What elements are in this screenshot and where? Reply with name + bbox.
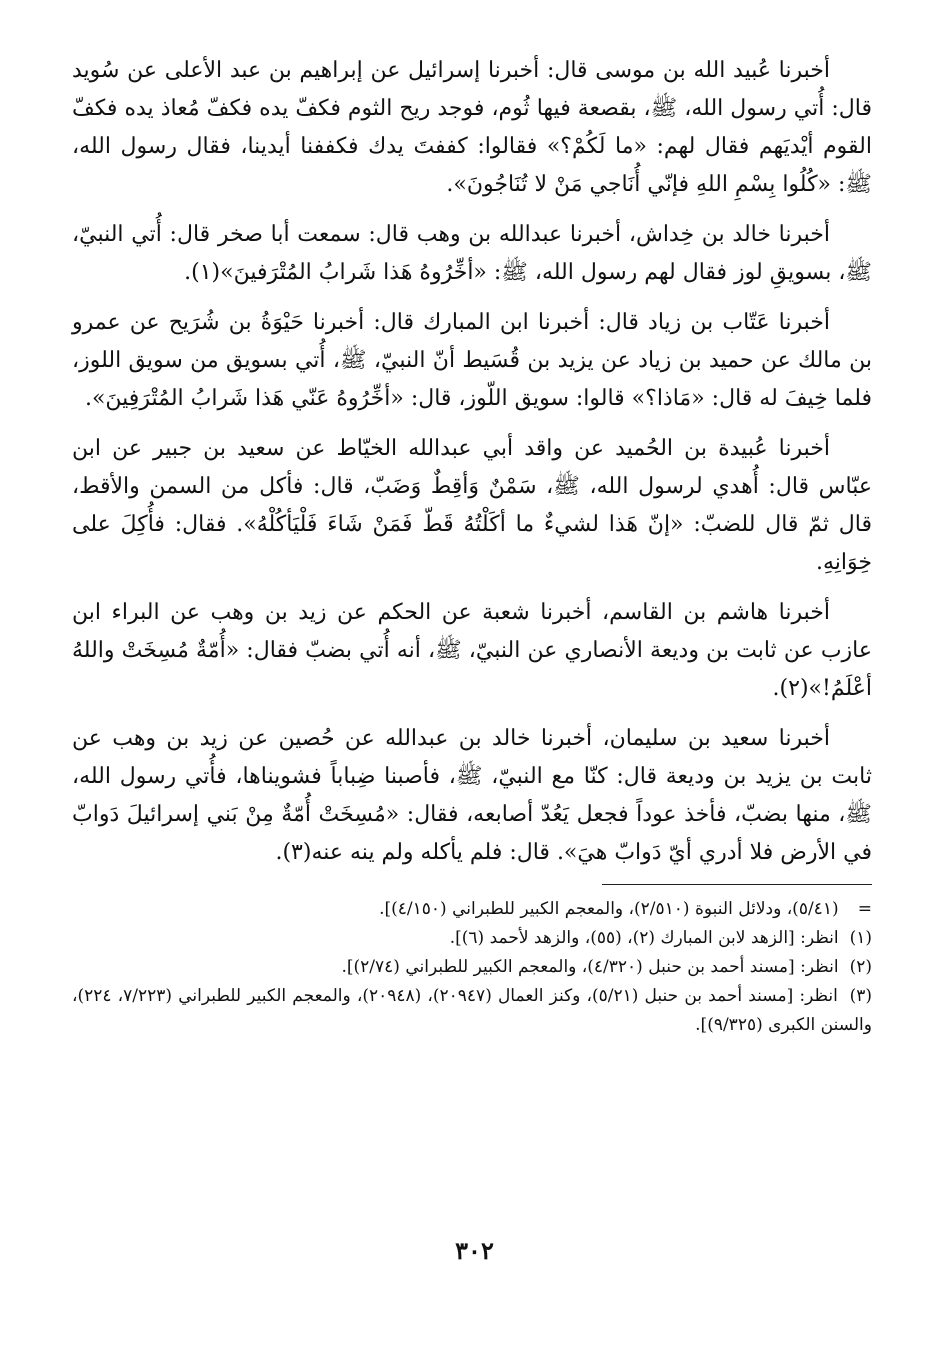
footnote-continuation <box>72 895 872 924</box>
footnote-text: انظر: [الزهد لابن المبارك (٢)، (٥٥)، والزهد لأحمد (٦)]. <box>449 928 839 948</box>
footnote-marker: (٢) <box>849 957 872 977</box>
footnote-2 <box>72 953 872 982</box>
hadith-paragraph-1: أخبرنا عُبيد الله بن موسى قال: أخبرنا إسرائيل عن إبراهيم بن عبد الأعلى عن سُويد قال: أُتي رسول الله، ﷺ، بقصعة فيها ثُوم، فوجد ريح الثوم فكفّ يده فكفّ مُعاذ يده فكفّ القوم أيْديَهم فقال لهم: «ما لَكُمْ؟» فقالوا: كففتَ يدك فكففنا أيدينا، فقال رسول الله، ﷺ: «كُلُوا بِسْمِ اللهِ فإنّي أُنَاجي مَنْ لا تُنَاجُونَ». <box>72 58 872 197</box>
hadith-paragraph-4: أخبرنا عُبيدة بن الحُميد عن واقد أبي عبدالله الخيّاط عن سعيد بن جبير عن ابن عبّاس قال: أُهدي لرسول الله، ﷺ، سَمْنٌ وَأقِطٌ وَضَبّ، قال: فأكل من السمن والأقط، قال ثمّ قال للضبّ: «إنّ هَذا لشيءٌ ما أكَلْتُهُ قَطّ فَمَنْ شَاءَ فَلْيَأكُلْهُ». فقال: فأُكِلَ على خِوَانِهِ. <box>72 436 872 575</box>
hadith-paragraph-3: أخبرنا عَتّاب بن زياد قال: أخبرنا ابن المبارك قال: أخبرنا حَيْوَةُ بن شُرَيح عن عمرو بن مالك عن حميد بن زياد عن يزيد بن قُسَيط أنّ النبيّ، ﷺ، أُتي بسويق من سويق اللوز، فلما خِيفَ له قال: «مَاذا؟» قالوا: سويق اللّوز، قال: «أخِّرُوهُ عَنّي هَذا شَرابُ المُتْرَفِينَ». <box>72 310 872 411</box>
hadith-paragraph-2: أخبرنا خالد بن خِداش، أخبرنا عبدالله بن وهب قال: سمعت أبا صخر قال: أُتي النبيّ، ﷺ، بسويقِ لوز فقال لهم رسول الله، ﷺ: «أخِّرُوهُ هَذا شَرابُ المُتْرَفينَ»(١). <box>72 222 872 285</box>
footnote-divider <box>602 884 872 885</box>
footnote-marker: = <box>857 899 872 919</box>
footnote-marker: (١) <box>849 928 872 948</box>
footnote-text: انظر: [مسند أحمد بن حنبل (٤/٣٢٠)، والمعجم الكبير للطبراني (٢/٧٤)]. <box>341 957 839 977</box>
page-body <box>72 52 872 1040</box>
footnotes <box>72 895 872 1040</box>
footnote-3 <box>72 982 872 1040</box>
footnote-text: (٥/٤١)، ودلائل النبوة (٢/٥١٠)، والمعجم الكبير للطبراني (٤/١٥٠)]. <box>379 899 839 919</box>
footnote-text: انظر: [مسند أحمد بن حنبل (٥/٢١)، وكنز العمال (٢٠٩٤٧)، (٢٠٩٤٨)، والمعجم الكبير للطبراني (٧/٢٢٣، ٢٢٤)، والسنن الكبرى (٩/٣٢٥)]. <box>72 986 872 1035</box>
footnote-marker: (٣) <box>849 986 872 1006</box>
page-number: ٣٠٢ <box>455 1236 494 1265</box>
hadith-paragraph-6: أخبرنا سعيد بن سليمان، أخبرنا خالد بن عبدالله عن حُصين عن زيد بن وهب عن ثابت بن يزيد بن وديعة قال: كنّا مع النبيّ، ﷺ، فأصبنا ضِباباً فشويناها، فأُتي رسول الله، ﷺ، منها بضبّ، فأخذ عوداً فجعل يَعُدّ أصابعه، فقال: «مُسِخَتْ أُمّةٌ مِنْ بَني إسرائيلَ دَوابّ في الأرض فلا أدري أيّ دَوابّ هيَ». قال: فلم يأكله ولم ينه عنه(٣). <box>72 726 872 865</box>
footnote-1 <box>72 924 872 953</box>
hadith-paragraph-5: أخبرنا هاشم بن القاسم، أخبرنا شعبة عن الحكم عن زيد بن وهب عن البراء ابن عازب عن ثابت بن وديعة الأنصاري عن النبيّ، ﷺ، أنه أُتي بضبّ فقال: «أُمّةٌ مُسِخَتْ واللهُ أعْلَمُ!»(٢). <box>72 600 872 701</box>
